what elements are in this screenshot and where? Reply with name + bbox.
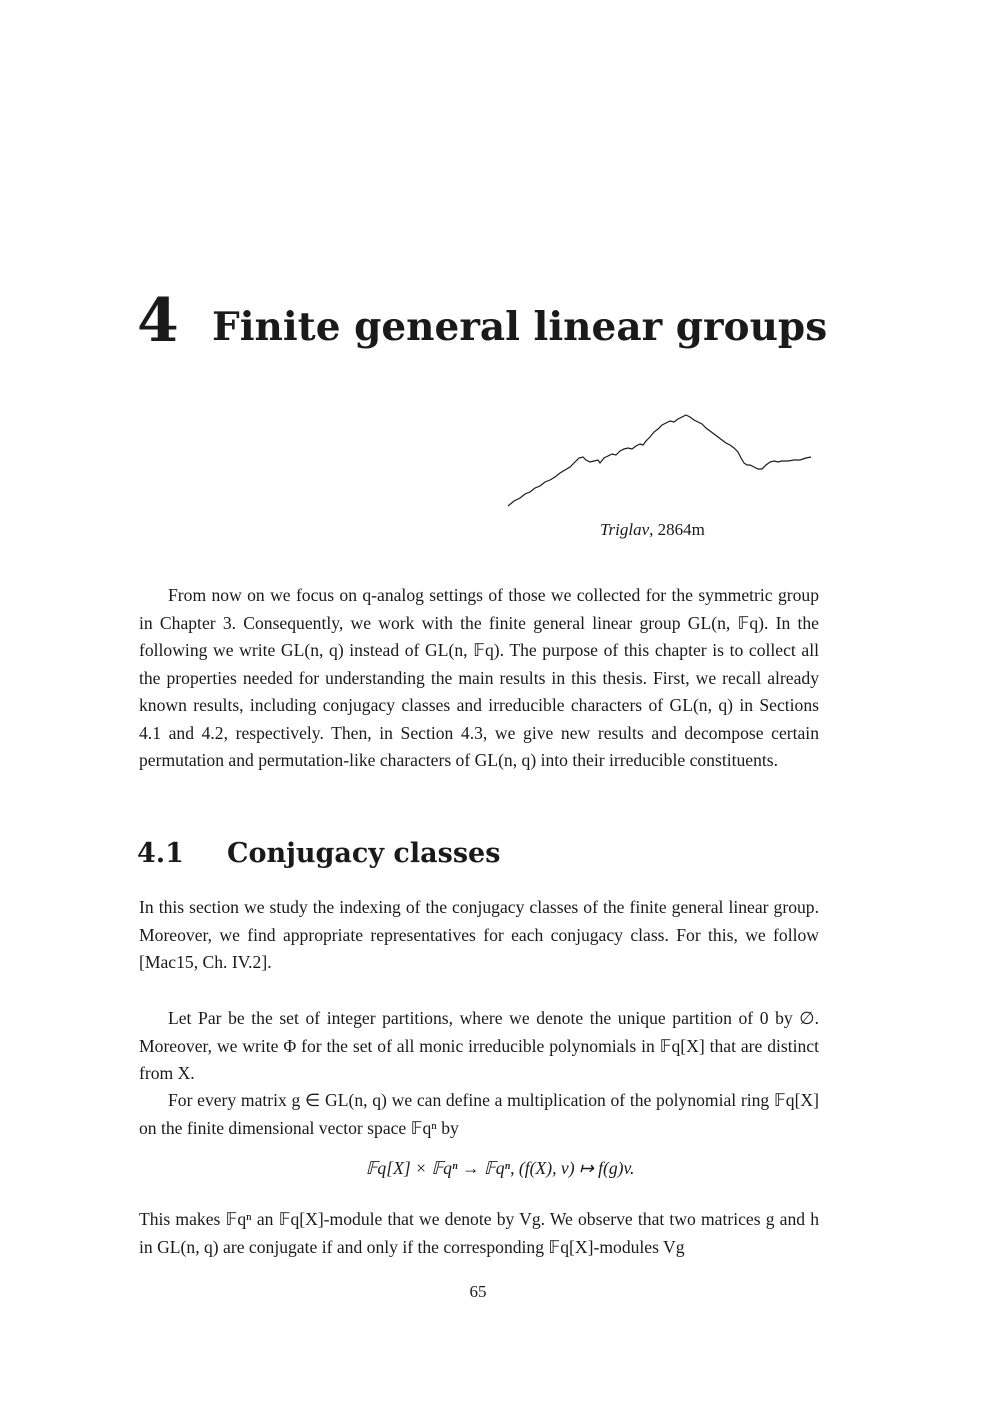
- section-number: 4.1: [137, 838, 184, 869]
- chapter-number: 4: [137, 286, 179, 356]
- intro-paragraph: From now on we focus on q-analog settings of those we collected for the symmetric group in Chapter 3. Consequently, we work with the finite general linear group GL(n, 𝔽q). In the following we write GL(n, q) instead of GL(n, 𝔽q). The purpose of this chapter is to collect all the properties needed for understanding the main results in this thesis. First, we recall already known results, including conjugacy classes and irreducible characters of GL(n, q) in Sections 4.1 and 4.2, respectively. Then, in Section 4.3, we give new results and decompose certain permutation and permutation-like characters of GL(n, q) into their irreducible constituents.: [139, 585, 819, 770]
- mountain-outline-illustration: [500, 410, 820, 510]
- display-equation: 𝔽q[X] × 𝔽qⁿ → 𝔽qⁿ, (f(X), v) ↦ f(g)v.: [365, 1158, 635, 1178]
- section-title: Conjugacy classes: [227, 838, 501, 869]
- caption-height: , 2864m: [649, 520, 705, 539]
- module-paragraph: This makes 𝔽qⁿ an 𝔽q[X]-module that we denote by Vg. We observe that two matrices g and h in GL(n, q) are conjugate if and only if the corresponding 𝔽q[X]-modules Vg: [139, 1209, 819, 1257]
- figure-caption: [600, 520, 705, 540]
- partitions-paragraph: Let Par be the set of integer partitions, where we denote the unique partition of 0 by ∅. Moreover, we write Φ for the set of all monic irreducible polynomials in 𝔽q[X] that are distinct from X.: [139, 1008, 819, 1083]
- caption-place: Triglav: [600, 520, 650, 539]
- matrix-paragraph: For every matrix g ∈ GL(n, q) we can define a multiplication of the polynomial ring 𝔽q[X] on the finite dimensional vector space 𝔽qⁿ by: [139, 1090, 819, 1138]
- section-intro-paragraph: In this section we study the indexing of the conjugacy classes of the finite general linear group. Moreover, we find appropriate representatives for each conjugacy class. For this, we follow [Mac15, Ch. IV.2].: [139, 897, 819, 972]
- chapter-title: Finite general linear groups: [212, 304, 828, 350]
- page-number: 65: [469, 1282, 487, 1301]
